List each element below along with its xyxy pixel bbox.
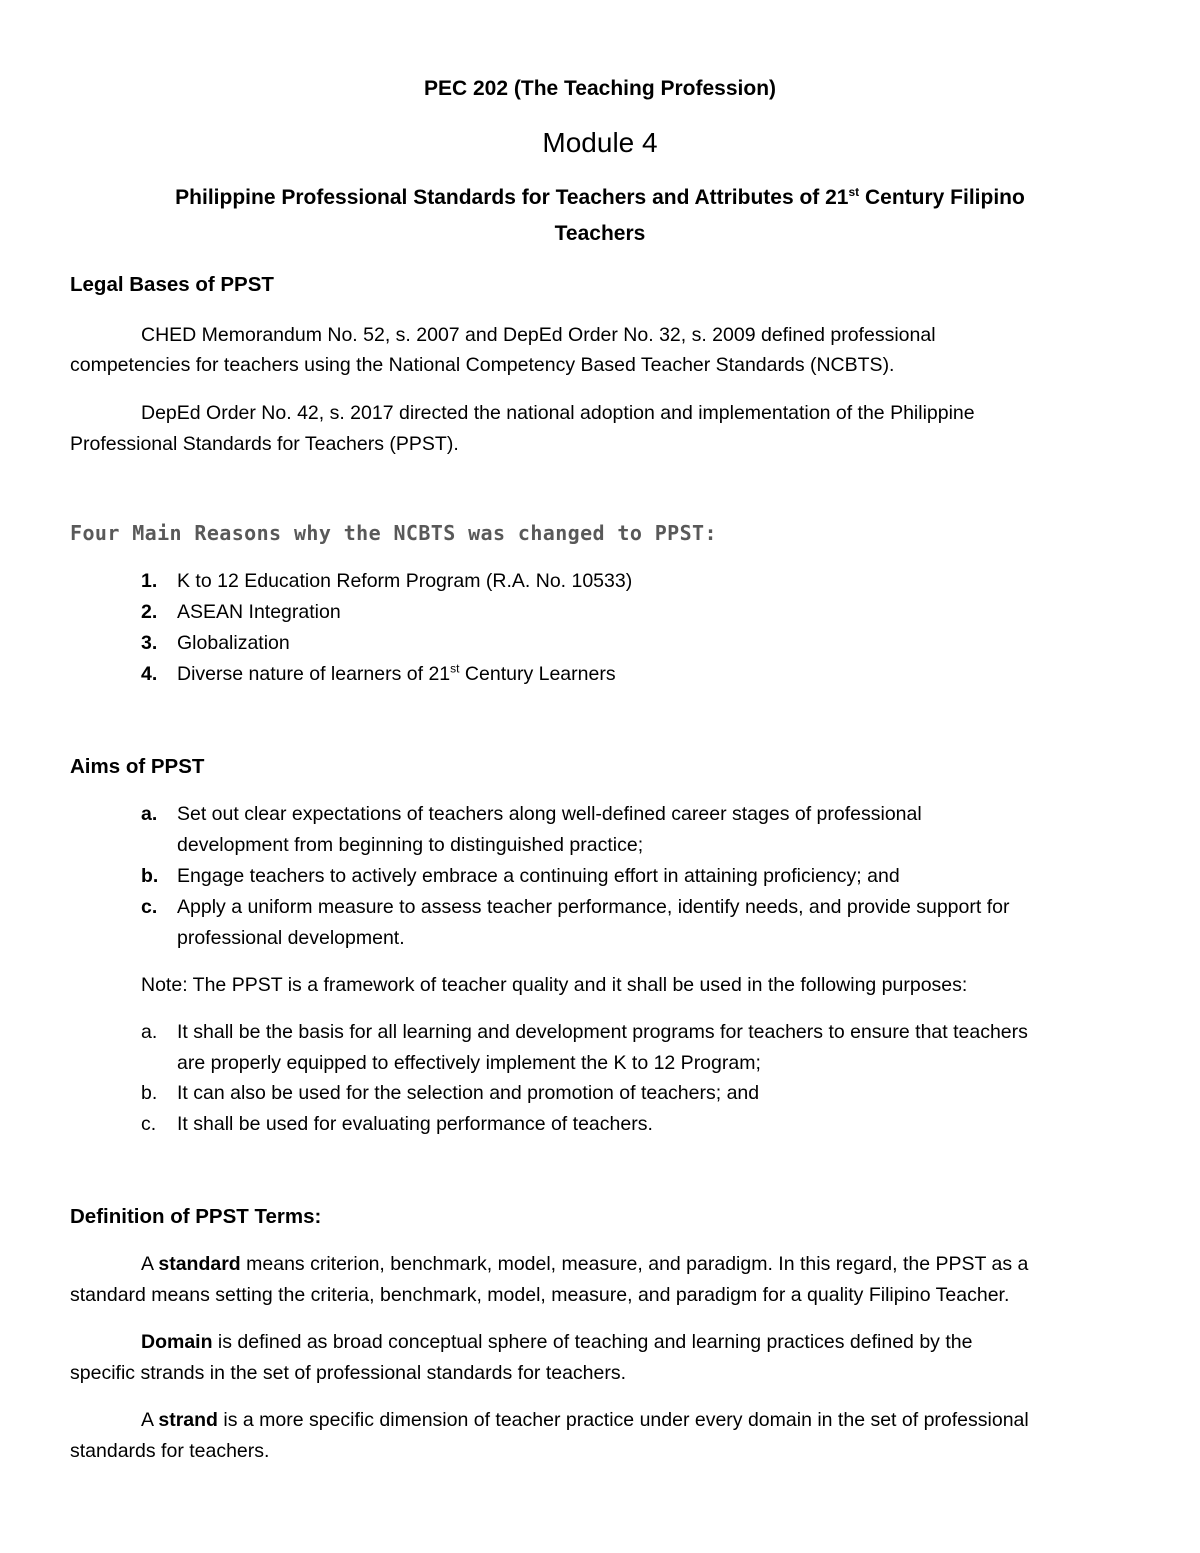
aim-item: Set out clear expectations of teachers along well-defined career stages of professional — [177, 803, 922, 825]
purpose-item-continued: are properly equipped to effectively implement the K to 12 Program; — [177, 1052, 761, 1074]
aim-item: Engage teachers to actively embrace a continuing effort in attaining proficiency; and — [177, 865, 900, 887]
reason-item: Globalization — [177, 632, 290, 654]
reason-item: Diverse nature of learners of 21st Century Learners — [177, 661, 616, 685]
note-text: Note: The PPST is a framework of teacher quality and it shall be used in the following purposes: — [141, 974, 968, 996]
legal-paragraph-1-line-2: competencies for teachers using the National Competency Based Teacher Standards (NCBTS). — [70, 354, 895, 376]
document-title-line2: Teachers — [554, 222, 646, 245]
purpose-letter: b. — [141, 1082, 158, 1104]
purpose-letter: a. — [141, 1021, 158, 1043]
definitions-heading: Definition of PPST Terms: — [70, 1205, 322, 1228]
definition-strand-line-1: A strand is a more specific dimension of teacher practice under every domain in the set of professional — [141, 1409, 1029, 1431]
course-title: PEC 202 (The Teaching Profession) — [423, 77, 777, 100]
legal-paragraph-2-line-1: DepEd Order No. 42, s. 2017 directed the national adoption and implementation of the Philippine — [141, 402, 975, 424]
term-standard: standard — [158, 1253, 241, 1275]
reason-number: 3. — [141, 632, 158, 654]
reason-item: K to 12 Education Reform Program (R.A. No. 10533) — [177, 570, 633, 592]
reason-number: 2. — [141, 601, 158, 623]
legal-paragraph-2-line-2: Professional Standards for Teachers (PPST). — [70, 433, 459, 455]
aim-letter: a. — [141, 803, 158, 825]
purpose-item: It can also be used for the selection and promotion of teachers; and — [177, 1082, 760, 1104]
definition-domain-line-1: Domain is defined as broad conceptual sphere of teaching and learning practices defined by the — [141, 1331, 973, 1353]
legal-paragraph-1-line-1: CHED Memorandum No. 52, s. 2007 and DepEd Order No. 32, s. 2009 defined professional — [141, 324, 936, 346]
aims-heading: Aims of PPST — [70, 755, 205, 778]
document-title: Philippine Professional Standards for Teachers and Attributes of 21st Century Filipino — [175, 185, 1025, 209]
purpose-item: It shall be used for evaluating performance of teachers. — [177, 1113, 653, 1135]
term-domain: Domain — [141, 1331, 213, 1353]
purpose-item: It shall be the basis for all learning and development programs for teachers to ensure that teachers — [177, 1021, 1028, 1043]
reason-number: 4. — [141, 663, 158, 685]
reason-number: 1. — [141, 570, 158, 592]
module-title: Module 4 — [542, 127, 658, 158]
definition-standard-line-2: standard means setting the criteria, benchmark, model, measure, and paradigm for a quality Filipino Teacher. — [70, 1284, 1010, 1306]
aim-letter: b. — [141, 865, 159, 887]
definition-domain-line-2: specific strands in the set of professional standards for teachers. — [70, 1362, 627, 1384]
reasons-heading: Four Main Reasons why the NCBTS was changed to PPST: — [70, 521, 717, 545]
aim-letter: c. — [141, 896, 158, 918]
definition-standard-line-1: A standard means criterion, benchmark, model, measure, and paradigm. In this regard, the PPST as a — [141, 1253, 1029, 1275]
aim-item-continued: development from beginning to distinguished practice; — [177, 834, 644, 856]
legal-bases-heading: Legal Bases of PPST — [70, 273, 274, 296]
term-strand: strand — [158, 1409, 218, 1431]
reason-item: ASEAN Integration — [177, 601, 341, 623]
aim-item: Apply a uniform measure to assess teacher performance, identify needs, and provide support for — [177, 896, 1010, 918]
aim-item-continued: professional development. — [177, 927, 405, 949]
purpose-letter: c. — [141, 1113, 157, 1135]
definition-strand-line-2: standards for teachers. — [70, 1440, 270, 1462]
